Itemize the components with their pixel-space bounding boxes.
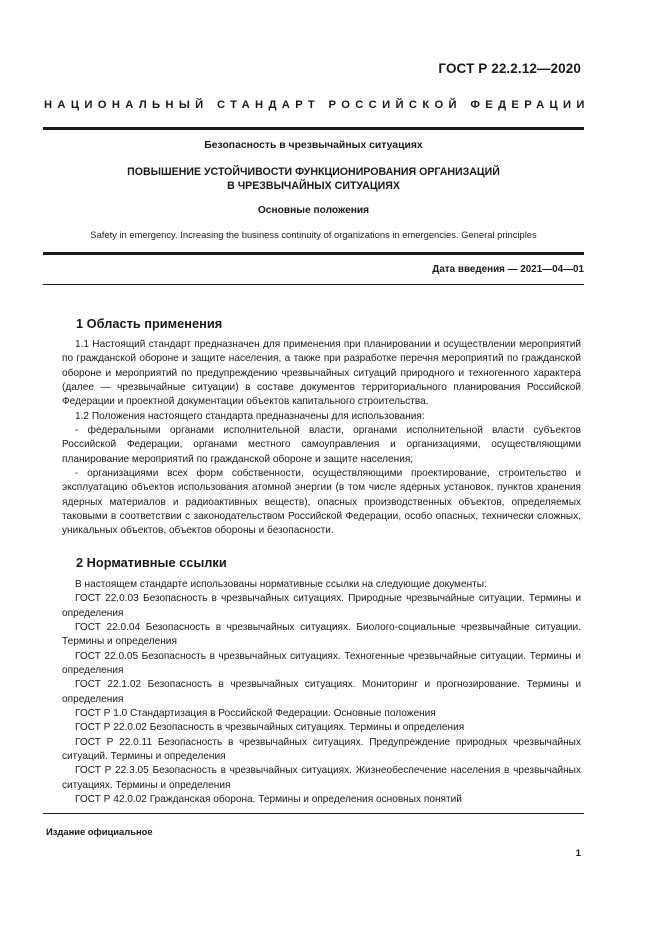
- top-rule: [43, 127, 584, 130]
- footer-rule: [43, 813, 584, 814]
- page-number: 1: [575, 848, 581, 859]
- reference-item: ГОСТ 22.0.04 Безопасность в чрезвычайных ситуациях. Биолого-социальные чрезвычайные ситуации. Термины и определения: [62, 622, 581, 648]
- section-1-heading: 1 Область применения: [76, 316, 223, 331]
- reference-item: ГОСТ 22.1.02 Безопасность в чрезвычайных ситуациях. Мониторинг и прогнозирование. Термины и определения: [62, 679, 581, 705]
- national-standard-heading: НАЦИОНАЛЬНЫЙ СТАНДАРТ РОССИЙСКОЙ ФЕДЕРАЦИИ: [44, 99, 590, 111]
- reference-item: ГОСТ 22.0.03 Безопасность в чрезвычайных ситуациях. Природные чрезвычайные ситуации. Термины и определения: [62, 593, 581, 619]
- reference-item: ГОСТ Р 1.0 Стандартизация в Российской Федерации. Основные положения: [75, 708, 436, 720]
- paragraph: - организациями всех форм собственности, осуществляющими проектирование, строительство и эксплуатацию объектов использования атомной энергии (в том числе ядерных установок, пунктов хранения ядерных материалов и радиоактивных веществ), опасных производственных объектов, определяемых таковыми в соответствии с законодательством Российской Федерации, особо опасных, технически сложных, уникальных объектов, объектов обороны и безопасности.: [62, 468, 581, 537]
- section-2-body: [62, 578, 581, 808]
- main-title-line-2: В ЧРЕЗВЫЧАЙНЫХ СИТУАЦИЯХ: [227, 180, 400, 192]
- date-rule: [43, 284, 584, 285]
- reference-item: ГОСТ Р 22.0.02 Безопасность в чрезвычайных ситуациях. Термины и определения: [75, 722, 465, 734]
- paragraph: 1.2 Положения настоящего стандарта предназначены для использования:: [75, 410, 425, 422]
- section-2-heading: 2 Нормативные ссылки: [76, 555, 227, 570]
- main-title-line-1: ПОВЫШЕНИЕ УСТОЙЧИВОСТИ ФУНКЦИОНИРОВАНИЯ ОРГАНИЗАЦИЙ: [127, 166, 500, 178]
- main-title: [43, 165, 584, 193]
- reference-item: ГОСТ Р 42.0.02 Гражданская оборона. Термины и определения основных понятий: [75, 794, 462, 806]
- subtitle: Основные положения: [257, 205, 370, 216]
- section-1-body: [62, 338, 581, 539]
- reference-item: ГОСТ Р 22.3.05 Безопасность в чрезвычайных ситуациях. Жизнеобеспечение населения в чрезвычайных ситуациях. Термины и определения: [62, 765, 581, 791]
- document-code: ГОСТ Р 22.2.12—2020: [438, 61, 581, 76]
- reference-item: ГОСТ 22.0.05 Безопасность в чрезвычайных ситуациях. Техногенные чрезвычайные ситуации. Термины и определения: [62, 650, 581, 677]
- paragraph: - федеральными органами исполнительной власти, органами исполнительной власти субъектов Российской Федерации, органами местного самоуправления и организациями, осуществляющими планирование мероприятий по гражданской обороне и защите населения;: [62, 425, 581, 465]
- english-title: Safety in emergency. Increasing the business continuity of organizations in emergencies. General principles: [90, 229, 537, 240]
- paragraph: 1.1 Настоящий стандарт предназначен для применения при планировании и осуществлении мероприятий по гражданской обороне и защите населения, а также при разработке перечня мероприятий по гражданской обороне и мероприятий по предупреждению чрезвычайных ситуаций природного и техногенного характера (далее — чрезвычайные ситуации) в составе документов территориального планирования Российской Федерации и проектной документации объектов капитального строительства.: [62, 339, 581, 408]
- series-title: Безопасность в чрезвычайных ситуациях: [204, 140, 423, 151]
- reference-item: ГОСТ Р 22.0.11 Безопасность в чрезвычайных ситуациях. Предупреждение природных чрезвычайных ситуаций. Термины и определения: [62, 736, 581, 763]
- title-bottom-rule: [43, 252, 584, 255]
- paragraph: В настоящем стандарте использованы нормативные ссылки на следующие документы:: [75, 579, 487, 590]
- edition-label: Издание официальное: [46, 826, 153, 837]
- introduction-date: Дата введения — 2021—04—01: [432, 264, 584, 275]
